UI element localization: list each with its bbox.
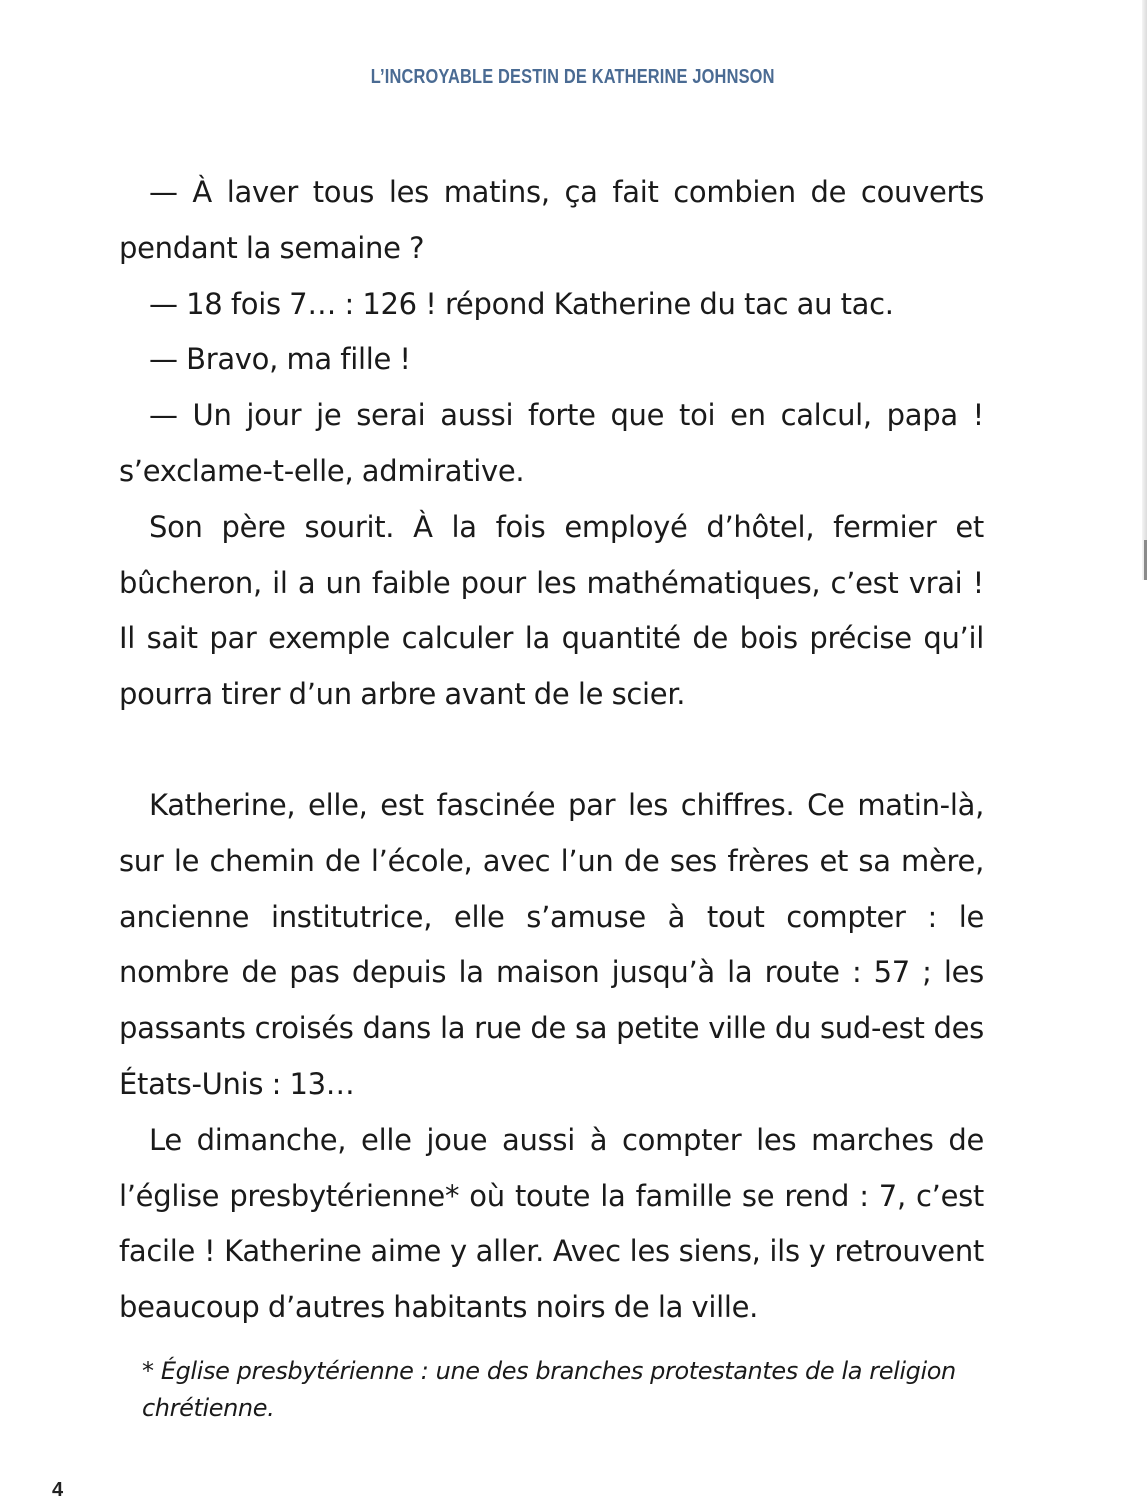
- paragraph: — 18 fois 7… : 126 ! répond Katherine du tac au tac.: [149, 286, 894, 321]
- paragraph: Katherine, elle, est fascinée par les chiffres. Ce matin-là, sur le chemin de l’école, avec l’un de ses frères et sa mère, ancienne institutrice, elle s’amuse à tout compter : le nombre de pas depuis la maison jusqu’à la route : 57 ; les passants croisés dans la rue de sa petite ville du sud-est des États-Unis : 13…: [119, 788, 984, 1101]
- paragraph: Le dimanche, elle joue aussi à compter les marches de l’église presbytérienne* où toute la famille se rend : 7, c’est facile ! Katherine aime y aller. Avec les siens, ils y retrouvent beaucoup d’autres habitants noirs de la ville.: [119, 1122, 984, 1325]
- running-header: L’INCROYABLE DESTIN DE KATHERINE JOHNSON: [370, 66, 775, 88]
- page-edge-strip: [1142, 0, 1147, 580]
- paragraph: — Bravo, ma fille !: [149, 342, 411, 377]
- body-text-section-2: [119, 778, 984, 1336]
- paragraph: — Un jour je serai aussi forte que toi en calcul, papa ! s’exclame-t-elle, admirative.: [119, 398, 984, 488]
- body-text-section-1: [119, 165, 984, 723]
- paragraph: — À laver tous les matins, ça fait combien de couverts pendant la semaine ?: [119, 175, 984, 265]
- page-number: 4: [52, 1479, 64, 1501]
- footnote: * Église presbytérienne : une des branches protestantes de la religion chrétienne.: [142, 1357, 956, 1422]
- paragraph: Son père sourit. À la fois employé d’hôtel, fermier et bûcheron, il a un faible pour les mathématiques, c’est vrai ! Il sait par exemple calculer la quantité de bois précise qu’il pourra tirer d’un arbre avant de le scier.: [119, 509, 984, 712]
